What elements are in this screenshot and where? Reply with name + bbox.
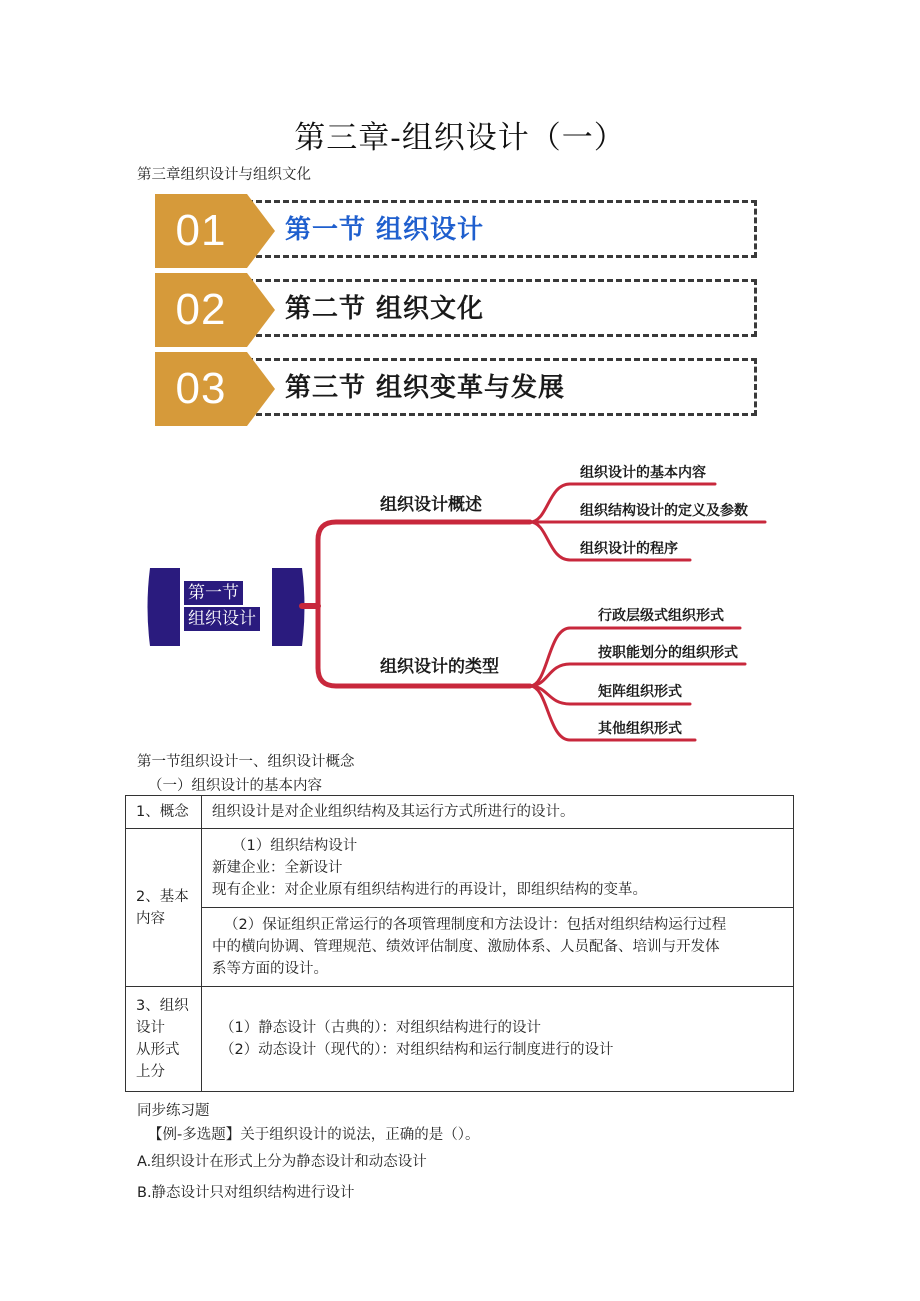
question-text: 【例-多选题】关于组织设计的说法，正确的是（）。 [148,1127,480,1143]
leaf-label: 矩阵组织形式 [598,684,682,700]
toc-number: 03 [155,352,247,426]
table-row [126,908,794,987]
section-heading: 第一节组织设计一、组织设计概念 [137,754,355,770]
toc-label: 第三节 组织变革与发展 [285,373,566,403]
toc-label: 第一节 组织设计 [285,215,485,245]
leaf-label: 组织设计的程序 [580,541,678,557]
row-label: 2、基本 内容 [126,829,202,987]
row-label: 3、组织 设计 从形式 上分 [126,987,202,1092]
branch-label: 组织设计概述 [380,495,482,515]
toc-number: 02 [155,273,247,347]
row-content: （1）静态设计（古典的）：对组织结构进行的设计 （2）动态设计（现代的）：对组织结构和运行制度进行的设计 [202,987,794,1092]
chapter-subtitle: 第三章组织设计与组织文化 [137,167,311,183]
center-node-line-2: 组织设计 [184,607,260,631]
leaf-label: 其他组织形式 [598,721,682,737]
practice-heading: 同步练习题 [137,1103,210,1119]
toc-label: 第二节 组织文化 [285,294,485,324]
option-a: A.组织设计在形式上分为静态设计和动态设计 [137,1154,427,1170]
leaf-label: 组织结构设计的定义及参数 [580,503,748,519]
table-row [126,796,794,829]
option-b: B.静态设计只对组织结构进行设计 [137,1185,355,1201]
page-title: 第三章-组织设计（一） [294,120,626,156]
toc-number: 01 [155,194,247,268]
leaf-label: 行政层级式组织形式 [598,608,724,624]
row-content: （1）组织结构设计 新建企业：全新设计 现有企业：对企业原有组织结构进行的再设计，即组织结构的变革。 [202,829,794,908]
leaf-label: 组织设计的基本内容 [580,465,706,481]
leaf-label: 按职能划分的组织形式 [598,645,738,661]
table-row [126,829,794,908]
row-content: 组织设计是对企业组织结构及其运行方式所进行的设计。 [202,796,794,829]
row-label: 1、概念 [126,796,202,829]
center-node-line-1: 第一节 [184,581,243,605]
table-row [126,987,794,1092]
branch-label: 组织设计的类型 [380,657,499,677]
content-table [125,795,794,1092]
row-content: （2）保证组织正常运行的各项管理制度和方法设计：包括对组织结构运行过程 中的横向协调、管理规范、绩效评估制度、激励体系、人员配备、培训与开发体 系等方面的设计。 [202,908,794,987]
subsection-heading: （一）组织设计的基本内容 [148,778,322,794]
